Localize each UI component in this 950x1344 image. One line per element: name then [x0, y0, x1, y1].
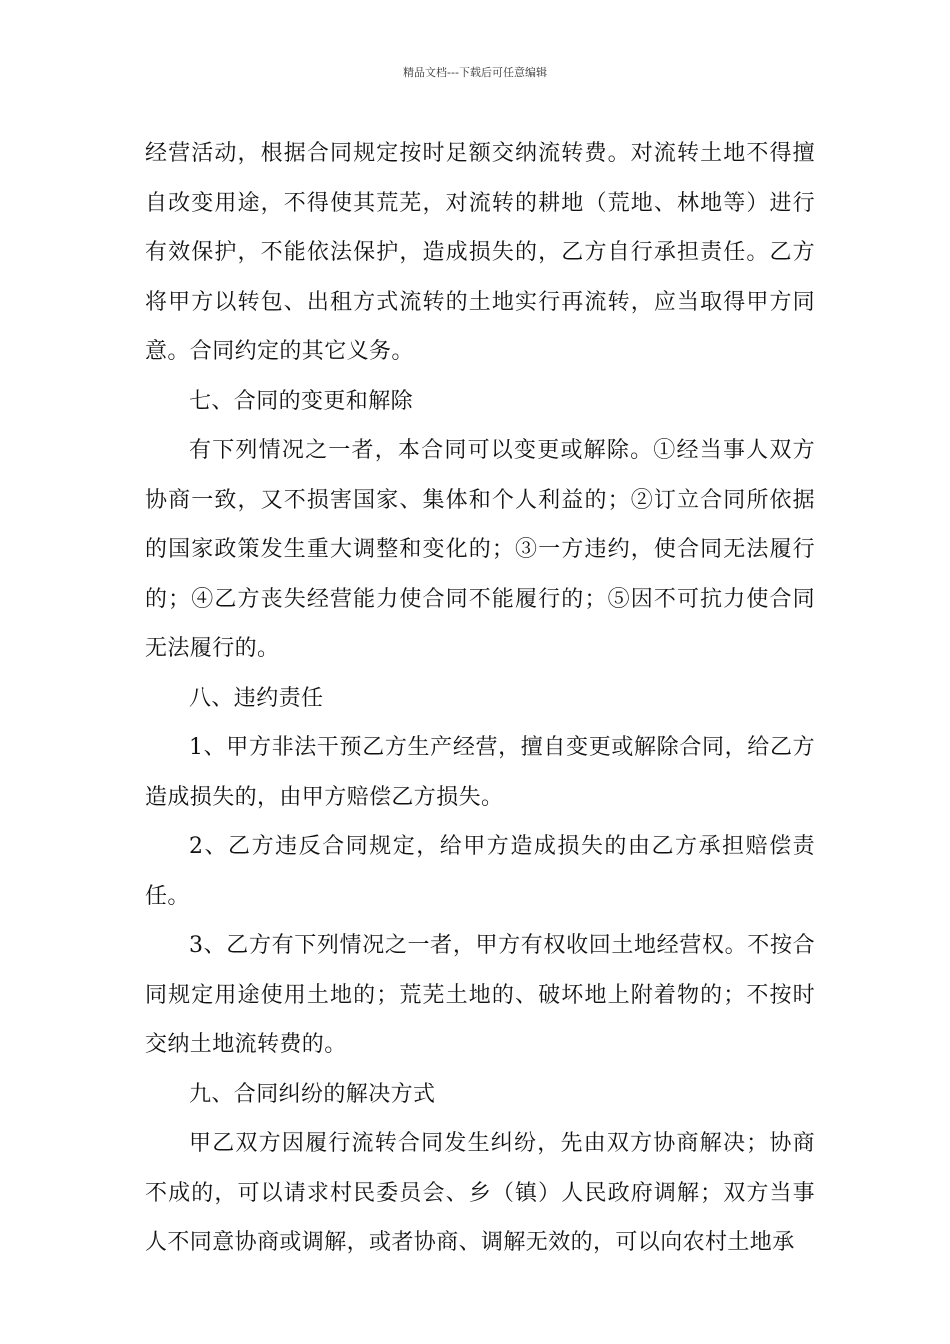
section-heading-8: 八、违约责任 [189, 685, 324, 711]
paragraph-dispute-resolution: 甲乙双方因履行流转合同发生纠纷，先由双方协商解决；协商不成的，可以请求村民委员会、乡（镇）人民政府调解；双方当事人不同意协商或调解，或者协商、调解无效的，可以向农村土地承 [145, 1131, 815, 1255]
page-header: 精品文档---下载后可任意编辑 [403, 66, 547, 79]
section-heading-9: 九、合同纠纷的解决方式 [189, 1081, 436, 1107]
paragraph-breach-3: 3、乙方有下列情况之一者，甲方有权收回土地经营权。不按合同规定用途使用土地的；荒芜土地的、破坏地上附着物的；不按时交纳土地流转费的。 [145, 933, 815, 1057]
paragraph-breach-2: 2、乙方违反合同规定，给甲方造成损失的由乙方承担赔偿责任。 [145, 834, 815, 909]
paragraph-breach-1: 1、甲方非法干预乙方生产经营，擅自变更或解除合同，给乙方造成损失的，由甲方赔偿乙方损失。 [145, 735, 815, 810]
section-heading-7: 七、合同的变更和解除 [189, 388, 414, 414]
document-body [145, 129, 815, 1268]
paragraph-change-termination: 有下列情况之一者，本合同可以变更或解除。①经当事人双方协商一致，又不损害国家、集体和个人利益的；②订立合同所依据的国家政策发生重大调整和变化的；③一方违约，使合同无法履行的；④乙方丧失经营能力使合同不能履行的；⑤因不可抗力使合同无法履行的。 [145, 438, 815, 661]
paragraph-obligations-continued: 经营活动，根据合同规定按时足额交纳流转费。对流转土地不得擅自改变用途，不得使其荒芜，对流转的耕地（荒地、林地等）进行有效保护，不能依法保护，造成损失的，乙方自行承担责任。乙方将甲方以转包、出租方式流转的土地实行再流转，应当取得甲方同意。合同约定的其它义务。 [145, 141, 815, 364]
